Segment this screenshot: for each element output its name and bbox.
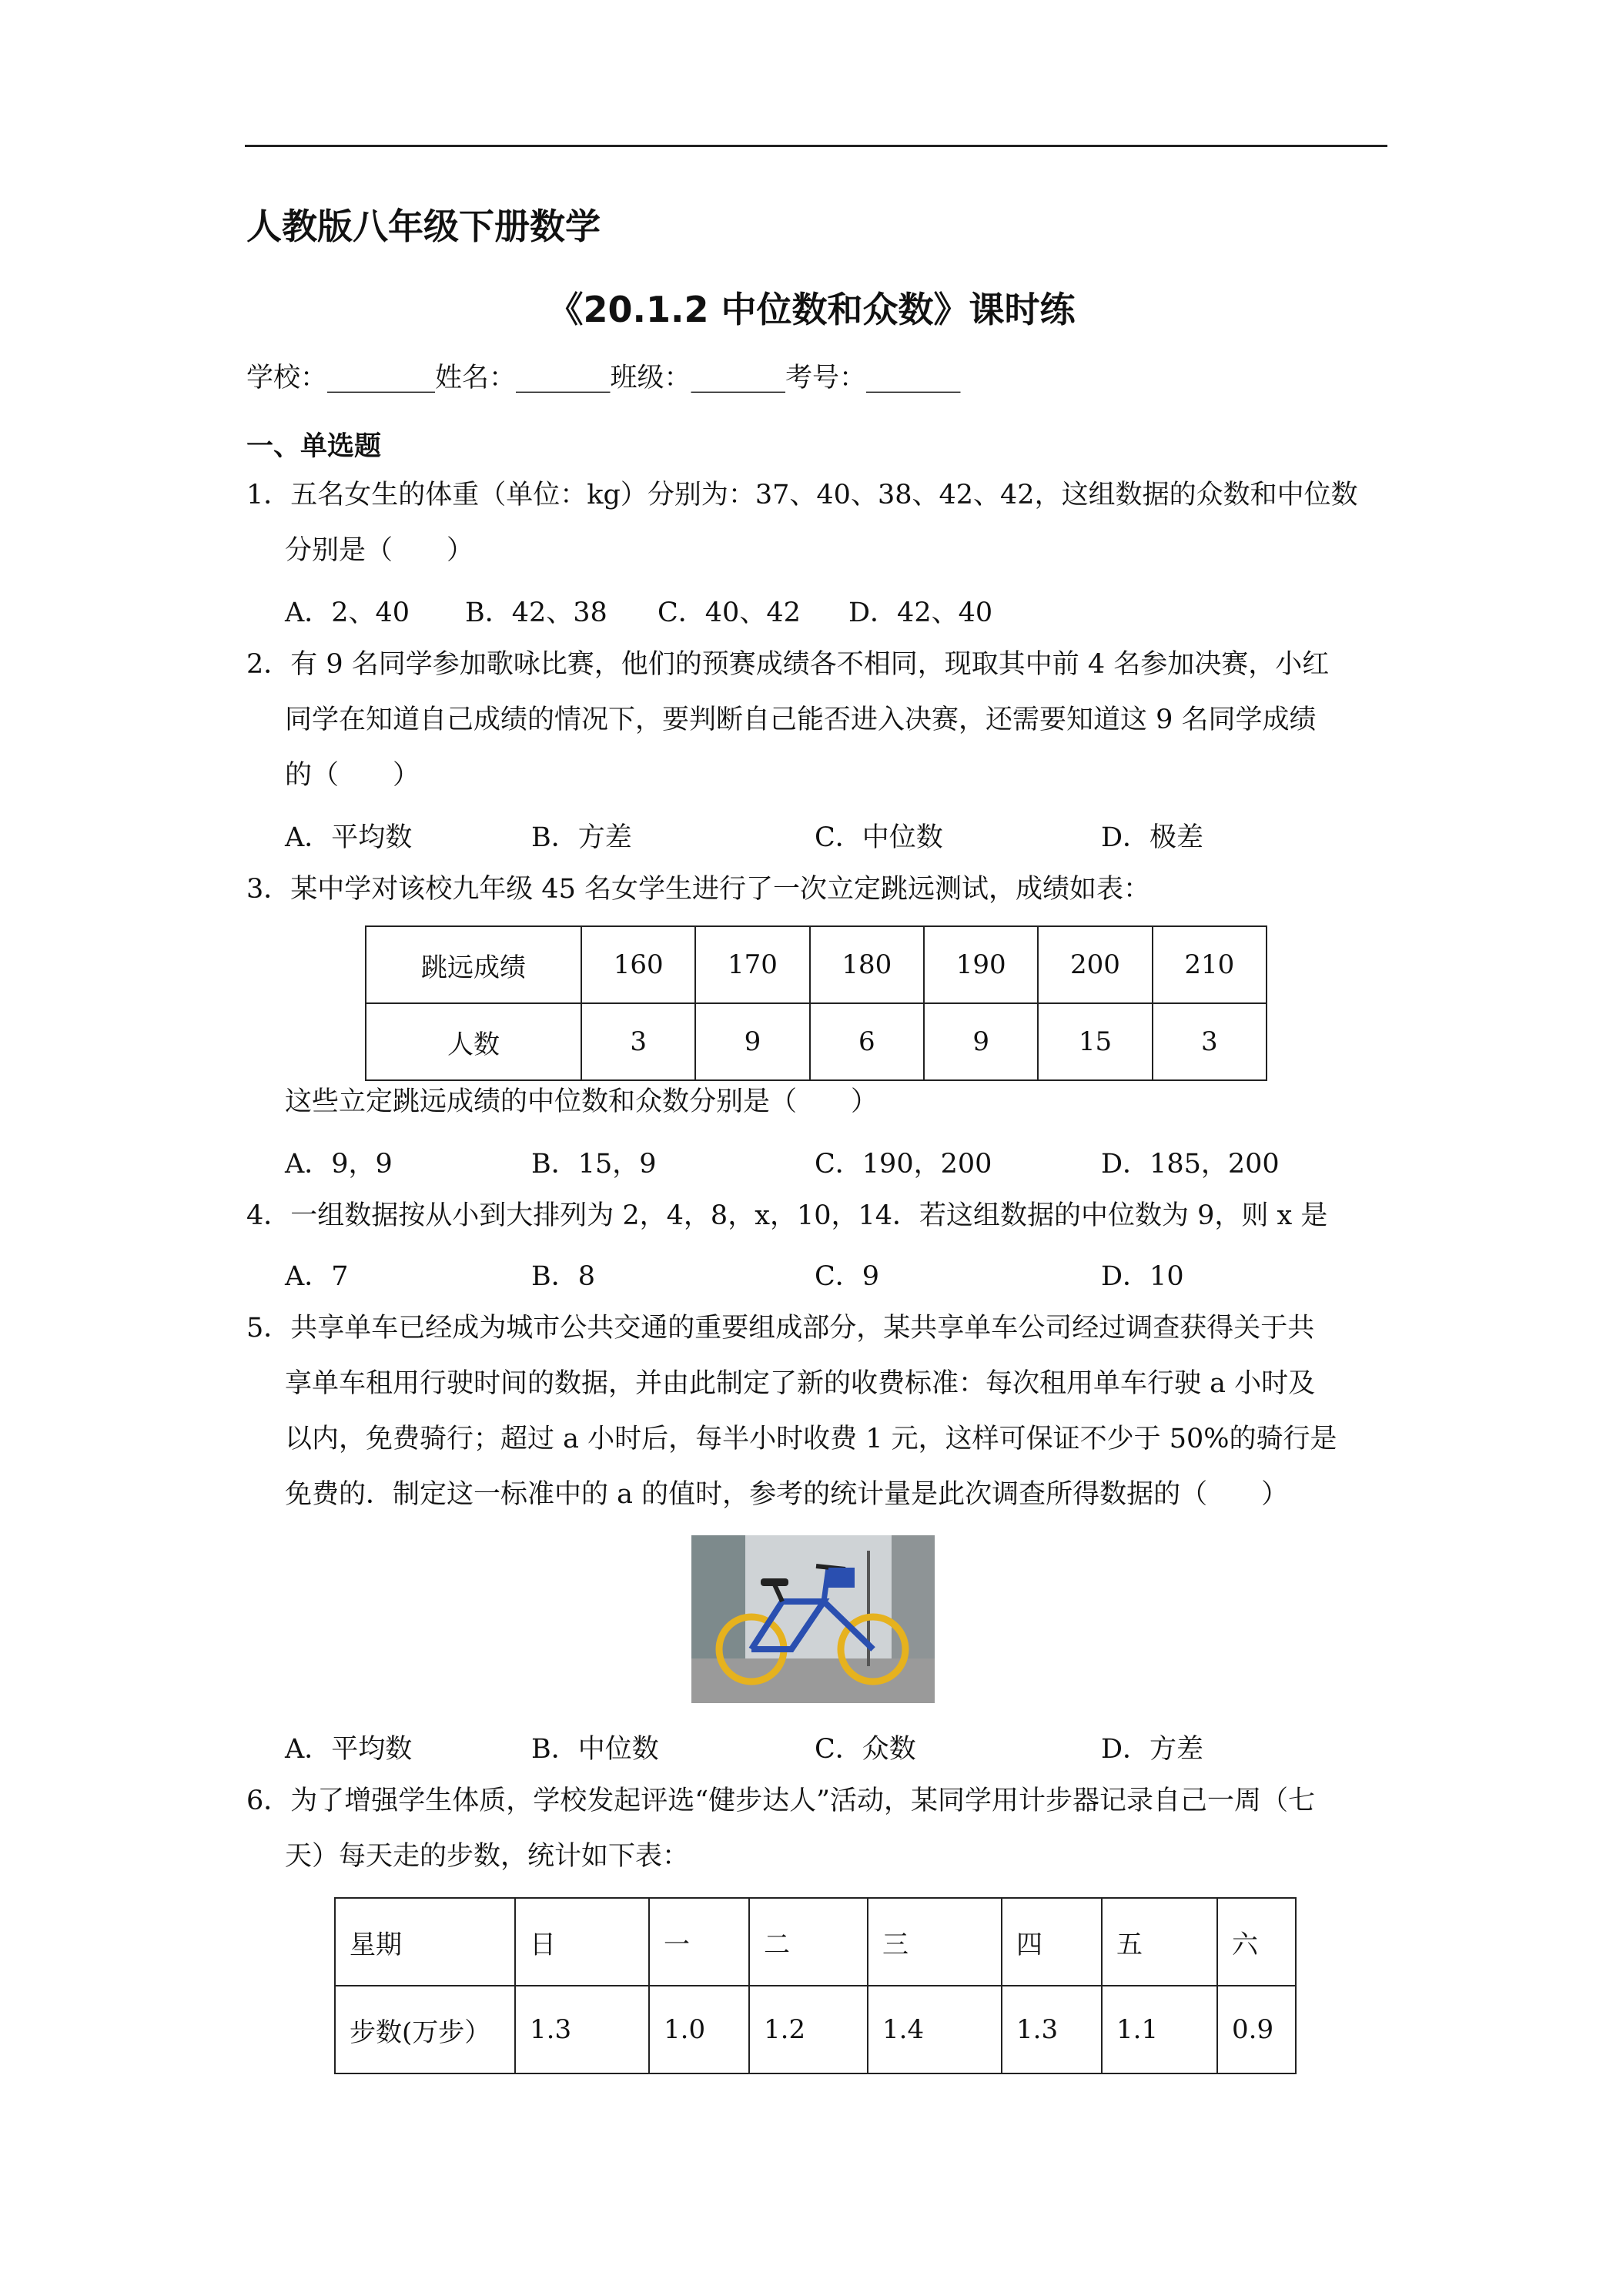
jump-score-table <box>365 925 1267 1081</box>
question-3-line-2: 这些立定跳远成绩的中位数和众数分别是（ ） <box>285 1086 878 1117</box>
q2-option-d: D．极差 <box>1101 822 1204 853</box>
table-row <box>366 926 1267 1003</box>
table-cell: 160 <box>581 926 695 1003</box>
q3-option-c: C．190，200 <box>815 1149 992 1180</box>
table-cell: 9 <box>695 1003 809 1080</box>
q4-option-a: A．7 <box>285 1261 349 1292</box>
question-4-line-1: 4．一组数据按从小到大排列为 2，4，8，x，10，14．若这组数据的中位数为 9，则 x 是 <box>246 1200 1328 1231</box>
q4-option-d: D．10 <box>1101 1261 1184 1292</box>
front-basket <box>828 1568 855 1588</box>
question-2-line-2: 同学在知道自己成绩的情况下，要判断自己能否进入决赛，还需要知道这 9 名同学成绩 <box>285 705 1317 735</box>
q1-option-d: D．42、40 <box>848 597 993 628</box>
page-title: 《20.1.2 中位数和众数》课时练 <box>547 289 1076 330</box>
table-row <box>366 1003 1267 1080</box>
q5-option-b: B．中位数 <box>531 1734 659 1765</box>
q2-option-c: C．中位数 <box>815 822 943 853</box>
question-2-line-3: 的（ ） <box>285 760 420 791</box>
q1-option-b: B．42、38 <box>465 597 607 628</box>
question-6-line-2: 天）每天走的步数，统计如下表： <box>285 1841 690 1872</box>
q1-option-c: C．40、42 <box>658 597 801 628</box>
table-cell: 15 <box>1038 1003 1152 1080</box>
question-6-line-1: 6．为了增强学生体质，学校发起评选“健步达人”活动，某同学用计步器记录自己一周（七 <box>246 1786 1316 1816</box>
table-cell: 五 <box>1102 1898 1217 1986</box>
table-row <box>335 1898 1296 1986</box>
q5-option-c: C．众数 <box>815 1734 916 1765</box>
table-cell: 六 <box>1217 1898 1296 1986</box>
table-cell: 170 <box>695 926 809 1003</box>
table-cell: 1.3 <box>515 1986 649 2073</box>
q3-option-a: A．9，9 <box>285 1149 393 1180</box>
table-cell: 6 <box>810 1003 924 1080</box>
table-cell: 星期 <box>335 1898 515 1986</box>
table-row <box>335 1986 1296 2073</box>
table-cell: 1.0 <box>649 1986 749 2073</box>
table-cell: 1.1 <box>1102 1986 1217 2073</box>
question-1-line-1: 1．五名女生的体重（单位：kg）分别为：37、40、38、42、42，这组数据的众数和中位数 <box>246 480 1358 510</box>
table-cell: 三 <box>868 1898 1002 1986</box>
question-5-line-4: 免费的．制定这一标准中的 a 的值时，参考的统计量是此次调查所得数据的（ ） <box>285 1479 1289 1510</box>
table-cell: 180 <box>810 926 924 1003</box>
table-cell: 210 <box>1153 926 1267 1003</box>
table-cell: 0.9 <box>1217 1986 1296 2073</box>
question-5-line-3: 以内，免费骑行；超过 a 小时后，每半小时收费 1 元，这样可保证不少于 50%的骑行是 <box>285 1424 1337 1454</box>
table-cell: 日 <box>515 1898 649 1986</box>
seat <box>761 1578 788 1586</box>
table-cell: 3 <box>581 1003 695 1080</box>
table-cell: 跳远成绩 <box>366 926 581 1003</box>
table-cell: 1.4 <box>868 1986 1002 2073</box>
question-3-line-1: 3．某中学对该校九年级 45 名女学生进行了一次立定跳远测试，成绩如表： <box>246 874 1151 905</box>
q4-option-b: B．8 <box>531 1261 595 1292</box>
question-1-line-2: 分别是（ ） <box>285 535 474 566</box>
table-cell: 四 <box>1002 1898 1102 1986</box>
subject-title: 人教版八年级下册数学 <box>246 206 601 247</box>
q3-option-d: D．185，200 <box>1101 1149 1280 1180</box>
question-5-line-1: 5．共享单车已经成为城市公共交通的重要组成部分，某共享单车公司经过调查获得关于共 <box>246 1313 1315 1344</box>
q5-option-a: A．平均数 <box>285 1734 413 1765</box>
student-info-line: 学校：________姓名：_______班级：_______考号：_______ <box>246 363 961 393</box>
table-cell: 人数 <box>366 1003 581 1080</box>
shared-bike-photo <box>691 1535 935 1703</box>
q1-option-a: A．2、40 <box>285 597 410 628</box>
q4-option-c: C．9 <box>815 1261 880 1292</box>
q5-option-d: D．方差 <box>1101 1734 1204 1765</box>
q2-option-a: A．平均数 <box>285 822 413 853</box>
question-2-line-1: 2．有 9 名同学参加歌咏比赛，他们的预赛成绩各不相同，现取其中前 4 名参加决赛，小红 <box>246 649 1330 680</box>
question-5-line-2: 享单车租用行驶时间的数据，并由此制定了新的收费标准：每次租用单车行驶 a 小时及 <box>285 1368 1316 1399</box>
table-cell: 1.2 <box>749 1986 868 2073</box>
section-heading: 一、单选题 <box>246 431 382 462</box>
table-cell: 3 <box>1153 1003 1267 1080</box>
table-cell: 190 <box>924 926 1038 1003</box>
header-rule <box>245 145 1387 147</box>
q3-option-b: B．15，9 <box>531 1149 657 1180</box>
table-cell: 9 <box>924 1003 1038 1080</box>
table-cell: 一 <box>649 1898 749 1986</box>
steps-table <box>334 1897 1297 2074</box>
table-cell: 200 <box>1038 926 1152 1003</box>
table-cell: 1.3 <box>1002 1986 1102 2073</box>
table-cell: 二 <box>749 1898 868 1986</box>
q2-option-b: B．方差 <box>531 822 632 853</box>
table-cell: 步数(万步） <box>335 1986 515 2073</box>
